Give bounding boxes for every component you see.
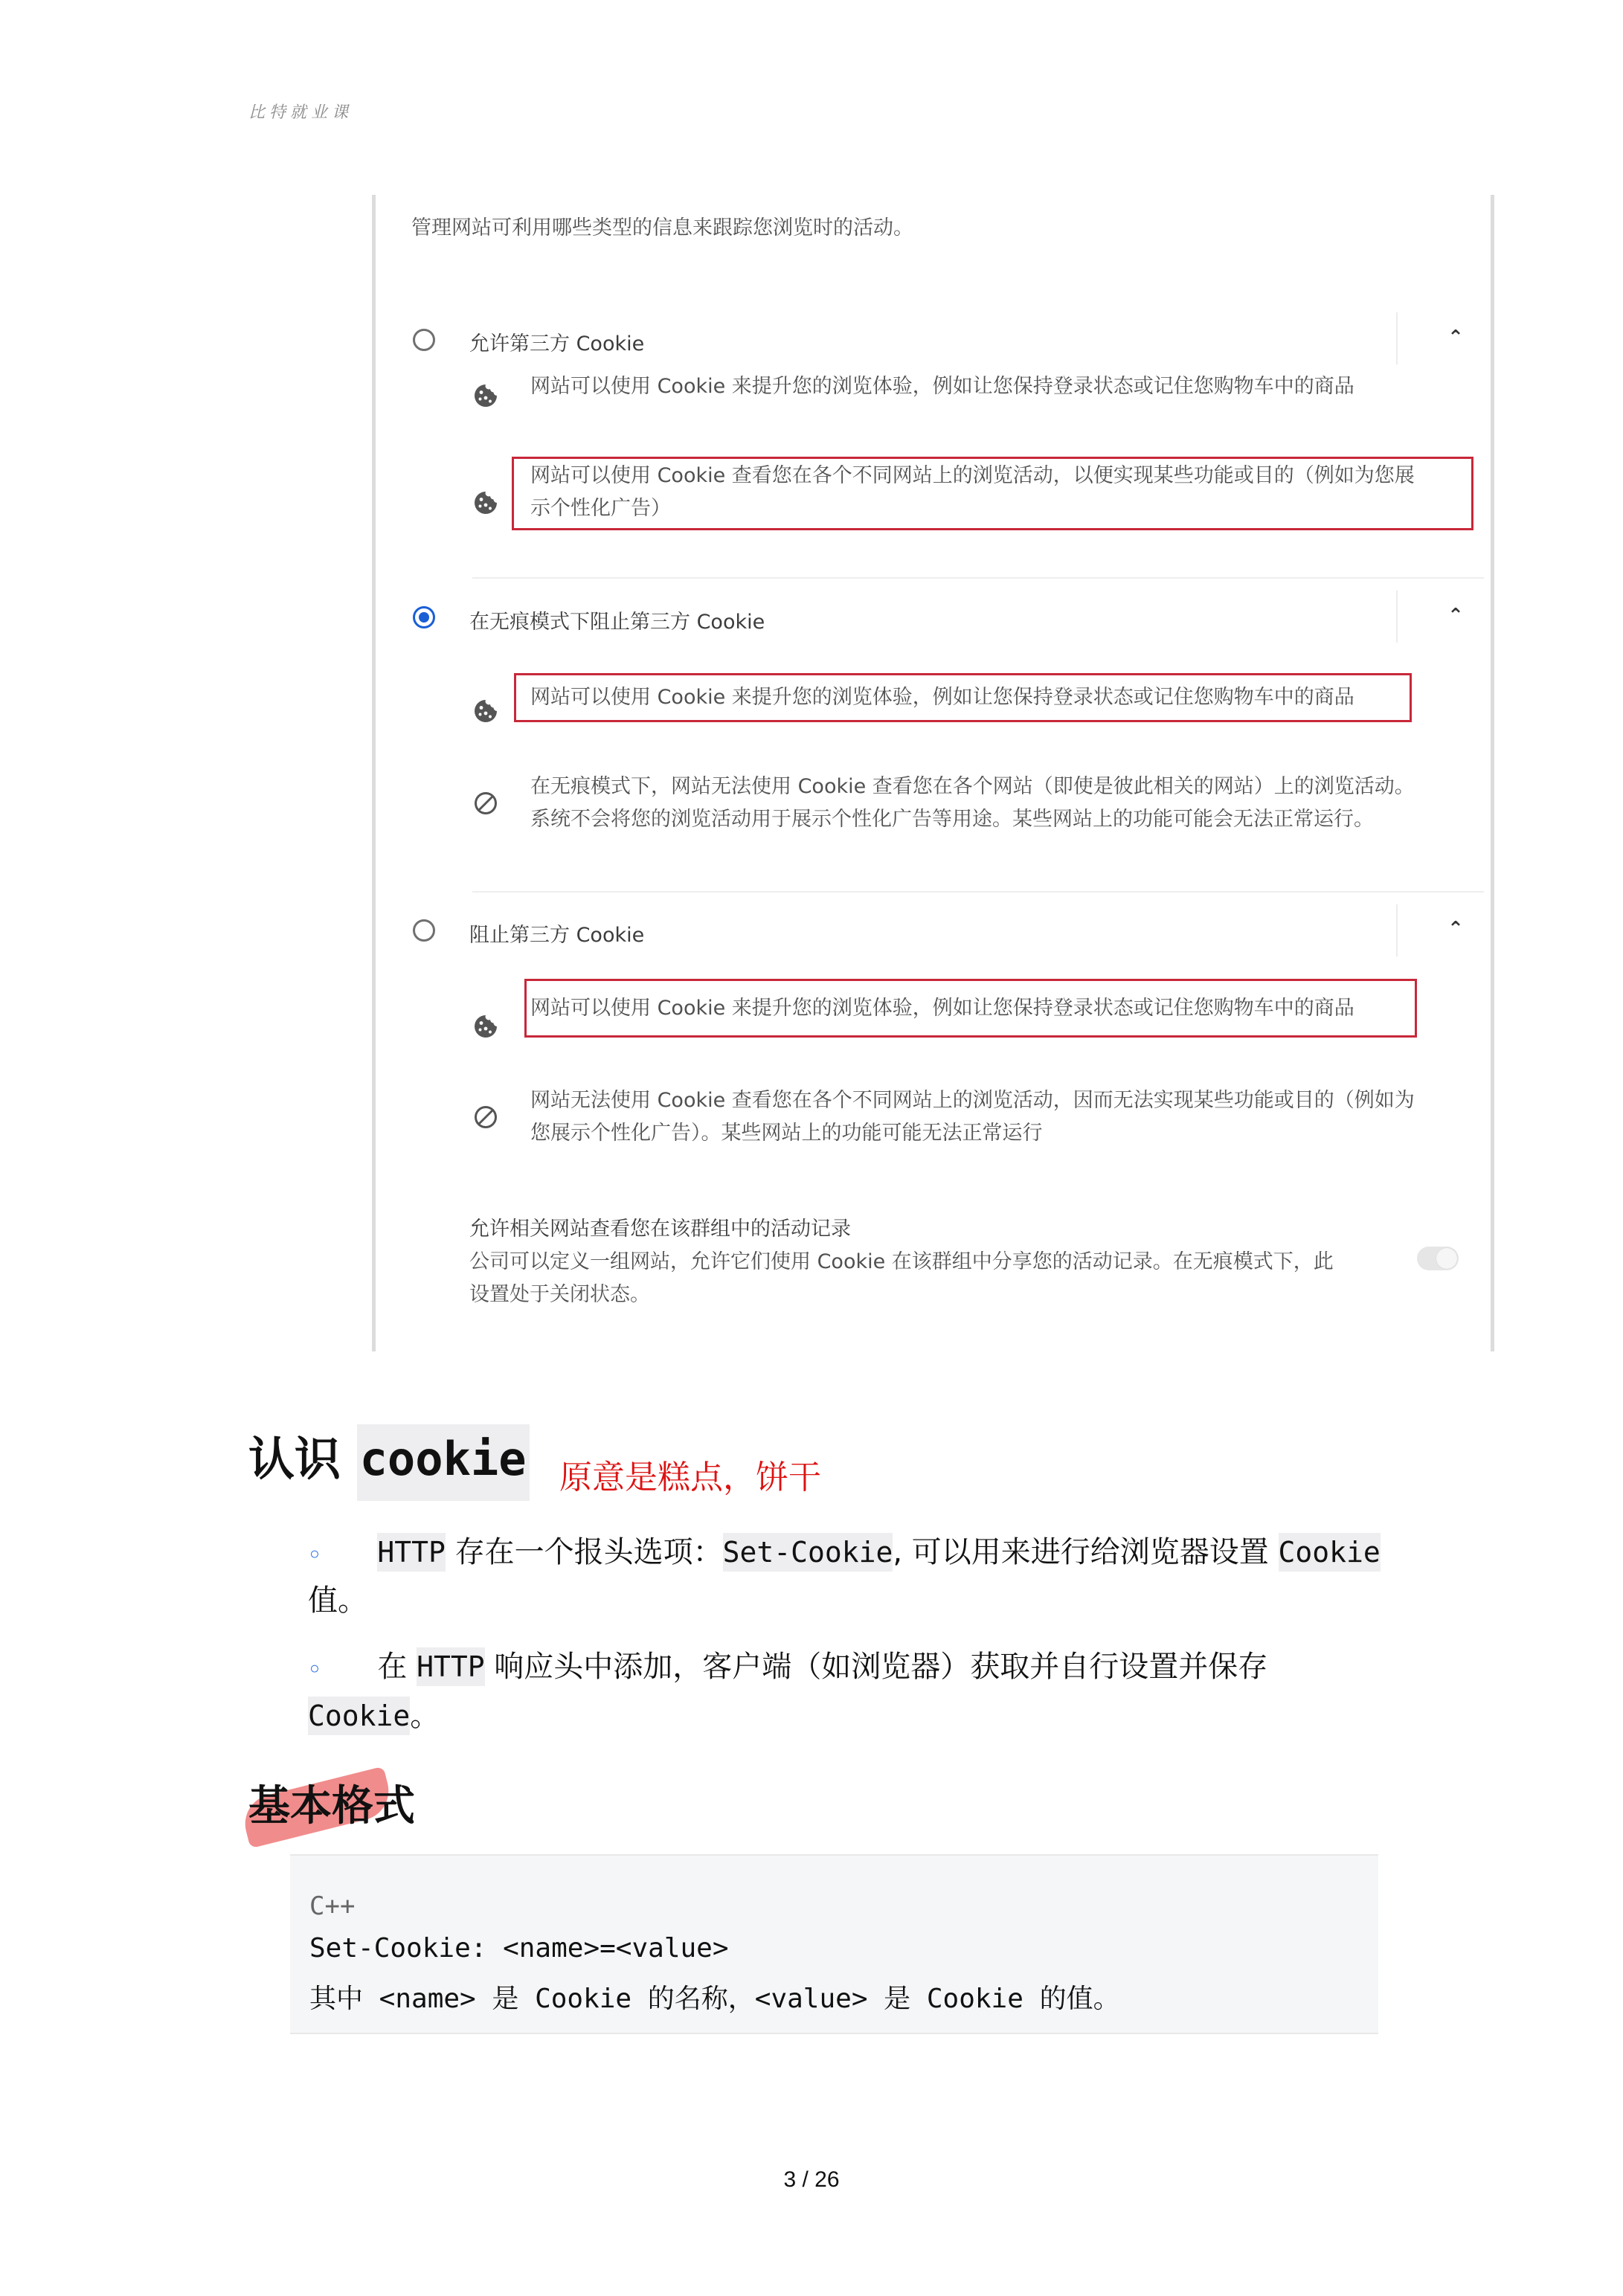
heading-code: cookie	[357, 1424, 530, 1501]
related-sites-toggle[interactable]	[1417, 1247, 1459, 1270]
radio-block-third-party[interactable]	[413, 919, 435, 942]
divider	[1396, 312, 1398, 364]
inline-code: Set-Cookie	[723, 1533, 893, 1572]
bullet-item-1-wrap: 值。	[308, 1583, 367, 1618]
item-text-line1: 在无痕模式下，网站无法使用 Cookie 查看您在各个网站（即使是彼此相关的网站）上的浏览活动。	[530, 775, 1415, 798]
option-label-block: 阻止第三方 Cookie	[469, 924, 645, 947]
item-text-line2: 您展示个性化广告）。某些网站上的功能可能无法正常运行	[530, 1122, 1043, 1145]
code-line: Set-Cookie: <name>=<value>	[309, 1933, 729, 1964]
item-text-line2: 示个性化广告）	[530, 497, 671, 520]
inline-code: Cookie	[308, 1697, 410, 1735]
divider	[1396, 904, 1398, 956]
panel-intro: 管理网站可利用哪些类型的信息来跟踪您浏览时的活动。	[411, 216, 913, 239]
divider	[472, 891, 1484, 893]
chevron-up-icon[interactable]: ⌃	[1447, 605, 1464, 627]
code-language: C++	[309, 1891, 356, 1921]
cookie-icon	[472, 1013, 499, 1040]
cookie-icon	[472, 489, 499, 516]
chevron-up-icon[interactable]: ⌃	[1447, 918, 1464, 940]
text: 存在一个报头选项：	[445, 1535, 723, 1569]
cookie-settings-screenshot	[372, 195, 1494, 1351]
item-text-line2: 系统不会将您的浏览活动用于展示个性化广告等用途。某些网站上的功能可能会无法正常运行。	[530, 808, 1374, 831]
bullet-marker: ◦	[308, 1657, 321, 1682]
bullet-item-2-wrap	[308, 1692, 440, 1740]
option-label-allow: 允许第三方 Cookie	[469, 332, 645, 356]
option-label-block-incognito: 在无痕模式下阻止第三方 Cookie	[469, 611, 765, 634]
radio-block-incognito[interactable]	[413, 606, 435, 628]
block-icon	[472, 790, 499, 817]
inline-code: HTTP	[377, 1533, 446, 1572]
divider	[472, 577, 1484, 579]
block-icon	[472, 1104, 499, 1131]
item-text: 网站可以使用 Cookie 来提升您的浏览体验，例如让您保持登录状态或记住您购物车中的商品	[530, 686, 1354, 709]
item-text-line1: 网站无法使用 Cookie 查看您在各个不同网站上的浏览活动，因而无法实现某些功能或目的（例如为	[530, 1089, 1415, 1112]
cookie-icon	[472, 698, 499, 724]
annotation-note: 原意是糕点，饼干	[559, 1459, 821, 1496]
heading-text: 认识	[248, 1432, 341, 1486]
text: , 可以用来进行给浏览器设置	[893, 1535, 1279, 1569]
cookie-icon	[472, 382, 499, 409]
text: 响应头中添加，客户端（如浏览器）获取并自行设置并保存	[484, 1650, 1268, 1684]
section-heading-cookie	[248, 1422, 530, 1488]
page-number: 3 / 26	[783, 2167, 840, 2192]
text: 在	[377, 1650, 417, 1684]
code-block	[290, 1854, 1378, 2034]
item-text-line1: 网站可以使用 Cookie 查看您在各个不同网站上的浏览活动，以便实现某些功能或目的（例如为您展	[530, 464, 1415, 487]
code-line: 其中 <name> 是 Cookie 的名称，<value> 是 Cookie 的值。	[309, 1984, 1120, 2014]
inline-code: HTTP	[417, 1647, 485, 1686]
inline-code: Cookie	[1279, 1533, 1381, 1572]
bullet-item-1	[308, 1528, 1381, 1579]
related-sites-desc-line2: 设置处于关闭状态。	[469, 1283, 650, 1306]
header-brand: 比特就业课	[248, 103, 353, 122]
text: 。	[410, 1699, 440, 1733]
divider	[1396, 591, 1398, 643]
bullet-marker: ◦	[308, 1543, 321, 1567]
bullet-item-2	[308, 1643, 1267, 1694]
related-sites-title: 允许相关网站查看您在该群组中的活动记录	[469, 1218, 851, 1241]
item-text: 网站可以使用 Cookie 来提升您的浏览体验，例如让您保持登录状态或记住您购物车中的商品	[530, 375, 1354, 398]
related-sites-desc-line1: 公司可以定义一组网站，允许它们使用 Cookie 在该群组中分享您的活动记录。在无痕模式下，此	[469, 1250, 1334, 1273]
section-heading-format: 基本格式	[248, 1782, 415, 1830]
item-text: 网站可以使用 Cookie 来提升您的浏览体验，例如让您保持登录状态或记住您购物车中的商品	[530, 997, 1354, 1020]
chevron-up-icon[interactable]: ⌃	[1447, 327, 1464, 349]
radio-allow-third-party[interactable]	[413, 329, 435, 351]
